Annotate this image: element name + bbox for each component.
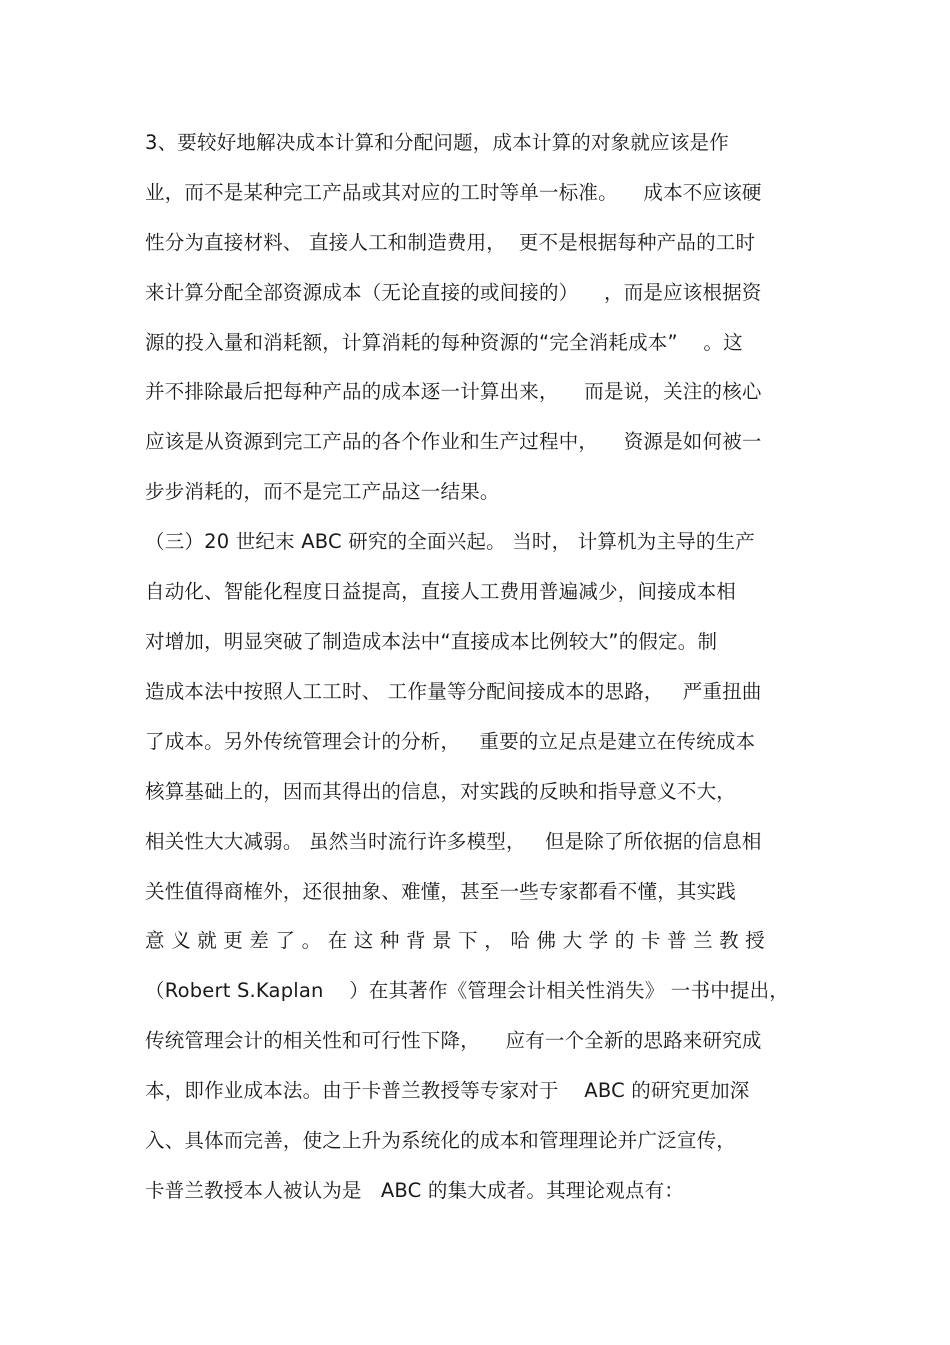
text-line: 核算基础上的，因而其得出的信息，对实践的反映和指导意义不大， — [145, 780, 737, 803]
text-line: 应该是从资源到完工产品的各个作业和生产过程中， 资源是如何被一 — [145, 430, 762, 453]
text-line: 入、具体而完善，使之上升为系统化的成本和管理理论并广泛宣传， — [145, 1129, 737, 1152]
text-line: 关性值得商榷外，还很抽象、难懂，甚至一些专家都看不懂，其实践 — [145, 880, 737, 903]
text-line: 3、要较好地解决成本计算和分配问题，成本计算的对象就应该是作 — [145, 131, 729, 154]
text-line: 了成本。另外传统管理会计的分析， 重要的立足点是建立在传统成本 — [145, 730, 756, 753]
text-line: 源的投入量和消耗额，计算消耗的每种资源的“完全消耗成本” 。这 — [145, 331, 743, 354]
text-line: 意 义 就 更 差 了 。 在 这 种 背 景 下 ， 哈 佛 大 学 的 卡 普 兰 教 授 — [145, 929, 765, 952]
section-heading-line: （三）20 世纪末 ABC 研究的全面兴起。 当时， 计算机为主导的生产 — [145, 530, 755, 553]
text-line: 来计算分配全部资源成本（无论直接的或间接的） ，而是应该根据资 — [145, 281, 762, 304]
text-line: 并不排除最后把每种产品的成本逐一计算出来， 而是说，关注的核心 — [145, 380, 762, 403]
text-line: 传统管理会计的相关性和可行性下降， 应有一个全新的思路来研究成 — [145, 1029, 762, 1052]
text-line: 业，而不是某种完工产品或其对应的工时等单一标准。 成本不应该硬 — [145, 181, 762, 204]
text-line: 本，即作业成本法。由于卡普兰教授等专家对于 ABC 的研究更加深 — [145, 1079, 750, 1102]
text-line: 步步消耗的，而不是完工产品这一结果。 — [145, 480, 500, 503]
text-line: 性分为直接材料、 直接人工和制造费用， 更不是根据每种产品的工时 — [145, 231, 756, 254]
text-line: （Robert S.Kaplan ）在其著作《管理会计相关性消失》 一书中提出， — [145, 979, 790, 1002]
text-line: 对增加，明显突破了制造成本法中“直接成本比例较大”的假定。制 — [145, 630, 718, 653]
text-line: 自动化、智能化程度日益提高，直接人工费用普遍减少，间接成本相 — [145, 580, 737, 603]
text-line: 造成本法中按照人工工时、 工作量等分配间接成本的思路， 严重扭曲 — [145, 680, 762, 703]
text-line: 相关性大大减弱。 虽然当时流行许多模型， 但是除了所依据的信息相 — [145, 830, 762, 853]
text-line: 卡普兰教授本人被认为是 ABC 的集大成者。其理论观点有： — [145, 1179, 684, 1202]
